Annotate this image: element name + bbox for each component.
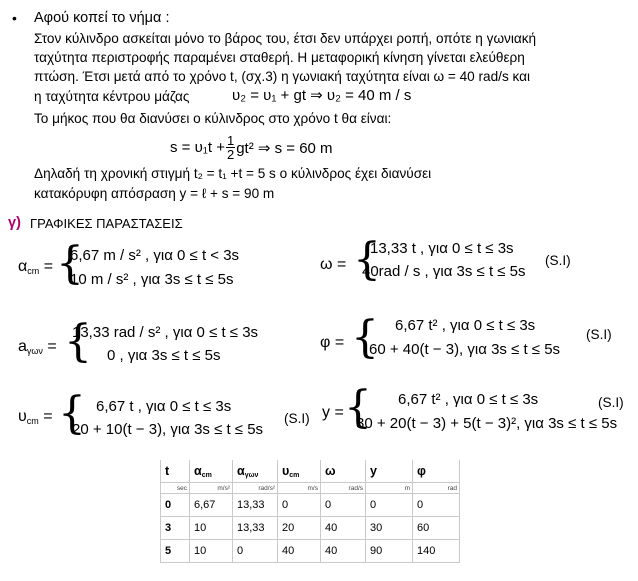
u-cm-lhs: $\upsilon_{cm}$ = (18, 408, 53, 426)
a-cm-row-2: 10 m / s² , για 3s ≤ t ≤ 5s (70, 271, 234, 288)
unit-cell: m (366, 483, 413, 494)
a-gon-row-2: 0 , για 3s ≤ t ≤ 5s (107, 347, 221, 364)
section-title: ΓΡΑΦΙΚΕΣ ΠΑΡΑΣΤΑΣΕΙΣ (30, 216, 183, 231)
table-cell: 10 (190, 540, 233, 563)
bullet: • (12, 10, 17, 26)
intro-line-7: Δηλαδή τη χρονική στιγμή t₂ = t₁ +t = 5 s ο κύλινδρος έχει διανύσει (34, 166, 432, 181)
phi-row-1: 6,67 t² , για 0 ≤ t ≤ 3s (395, 317, 536, 334)
table-cell: 40 (278, 540, 321, 563)
distance-equation (170, 134, 333, 161)
phi-row-2: 60 + 40(t − 3), για 3s ≤ t ≤ 5s (369, 341, 561, 358)
intro-line-5: Το μήκος που θα διανύσει ο κύλινδρος στο χρόνο t θα είναι: (34, 111, 392, 126)
unit-cell: m/s² (190, 483, 233, 494)
omega-lhs: ω = (320, 256, 347, 273)
velocity-equation: υ₂ = υ₁ + gt ⇒ υ₂ = 40 m / s (232, 87, 412, 104)
section-label: γ) (8, 215, 21, 231)
a-cm-lhs: $\alpha_{cm}$ = (18, 258, 54, 276)
table-cell: 20 (278, 517, 321, 540)
table-cell: 0 (161, 494, 190, 517)
table-cell: 13,33 (233, 517, 278, 540)
intro-heading: Αφού κοπεί το νήμα : (34, 10, 170, 26)
intro-line-2: ταχύτητα περιστροφής παραμένει σταθερή. Η μεταφορική κίνηση γίνεται ελεύθερη (34, 50, 525, 65)
y-brace: { (344, 382, 372, 433)
table-row (161, 494, 460, 517)
u-cm-si-unit: (S.I) (284, 411, 310, 426)
table-cell: 6,67 (190, 494, 233, 517)
table-cell: 0 (366, 494, 413, 517)
a-gon-brace: { (64, 316, 92, 367)
u-cm-brace: { (58, 388, 86, 439)
values-table-grid (160, 460, 460, 563)
table-cell: 0 (413, 494, 460, 517)
phi-lhs: φ = (320, 334, 345, 351)
y-row-2: 30 + 20(t − 3) + 5(t − 3)², για 3s ≤ t ≤ 5s (356, 415, 618, 432)
table-cell: 3 (161, 517, 190, 540)
distance-equation-part-a: s = υ₁t + (170, 139, 225, 156)
y-si-unit: (S.I) (598, 395, 624, 410)
unit-cell: rad/s (321, 483, 366, 494)
omega-row-1: 13,33 t , για 0 ≤ t ≤ 3s (370, 240, 514, 257)
a-gon-lhs: $a_{\gamma\omega\nu}$ = (18, 338, 57, 356)
phi-brace: { (351, 312, 379, 363)
table-row (161, 517, 460, 540)
u-cm-row-2: 20 + 10(t − 3), για 3s ≤ t ≤ 5s (72, 421, 264, 438)
header-a-cm: αcm (190, 460, 233, 483)
unit-cell: m/s (278, 483, 321, 494)
table-units-row (161, 483, 460, 494)
header-phi: φ (413, 460, 460, 483)
table-cell: 40 (321, 540, 366, 563)
intro-line-8: κατακόρυφη απόσραση y = ℓ + s = 90 m (34, 186, 275, 201)
table-cell: 0 (278, 494, 321, 517)
y-lhs: y = (322, 404, 344, 421)
unit-cell: rad/s² (233, 483, 278, 494)
distance-equation-part-b: gt² ⇒ s = 60 m (236, 139, 333, 157)
intro-line-3: πτώση. Έτσι μετά από το χρόνο t, (σχ.3) η γωνιακή ταχύτητα είναι ω = 40 rad/s και (34, 69, 531, 84)
header-y: y (366, 460, 413, 483)
intro-line-1: Στον κύλινδρο ασκείται μόνο το βάρος του, έτσι δεν υπάρχει ροπή, οπότε η γωνιακή (34, 31, 537, 46)
table-row (161, 540, 460, 563)
omega-row-2: 40rad / s , για 3s ≤ t ≤ 5s (362, 263, 526, 280)
table-cell: 0 (233, 540, 278, 563)
a-cm-row-1: 6,67 m / s² , για 0 ≤ t < 3s (70, 247, 240, 264)
table-cell: 140 (413, 540, 460, 563)
table-cell: 30 (366, 517, 413, 540)
a-gon-row-1: 13,33 rad / s² , για 0 ≤ t ≤ 3s (72, 324, 259, 341)
table-cell: 10 (190, 517, 233, 540)
omega-brace: { (353, 234, 381, 285)
header-t: t (161, 460, 190, 483)
header-u-cm: υcm (278, 460, 321, 483)
unit-cell: rad (413, 483, 460, 494)
table-cell: 13,33 (233, 494, 278, 517)
values-table (160, 460, 460, 563)
u-cm-row-1: 6,67 t , για 0 ≤ t ≤ 3s (96, 398, 232, 415)
table-header-row (161, 460, 460, 483)
fraction-denominator: 2 (226, 147, 235, 162)
intro-line-4: η ταχύτητα κέντρου μάζας (34, 89, 190, 104)
one-half-fraction (226, 134, 235, 161)
y-row-1: 6,67 t² , για 0 ≤ t ≤ 3s (398, 391, 539, 408)
omega-si-unit: (S.I) (545, 253, 571, 268)
table-cell: 60 (413, 517, 460, 540)
table-cell: 90 (366, 540, 413, 563)
header-a-gon: αγων (233, 460, 278, 483)
a-cm-brace: { (56, 238, 84, 289)
unit-cell: sec (161, 483, 190, 494)
fraction-numerator: 1 (226, 133, 235, 148)
table-cell: 5 (161, 540, 190, 563)
header-omega: ω (321, 460, 366, 483)
phi-si-unit: (S.I) (586, 327, 612, 342)
table-cell: 40 (321, 517, 366, 540)
table-cell: 0 (321, 494, 366, 517)
